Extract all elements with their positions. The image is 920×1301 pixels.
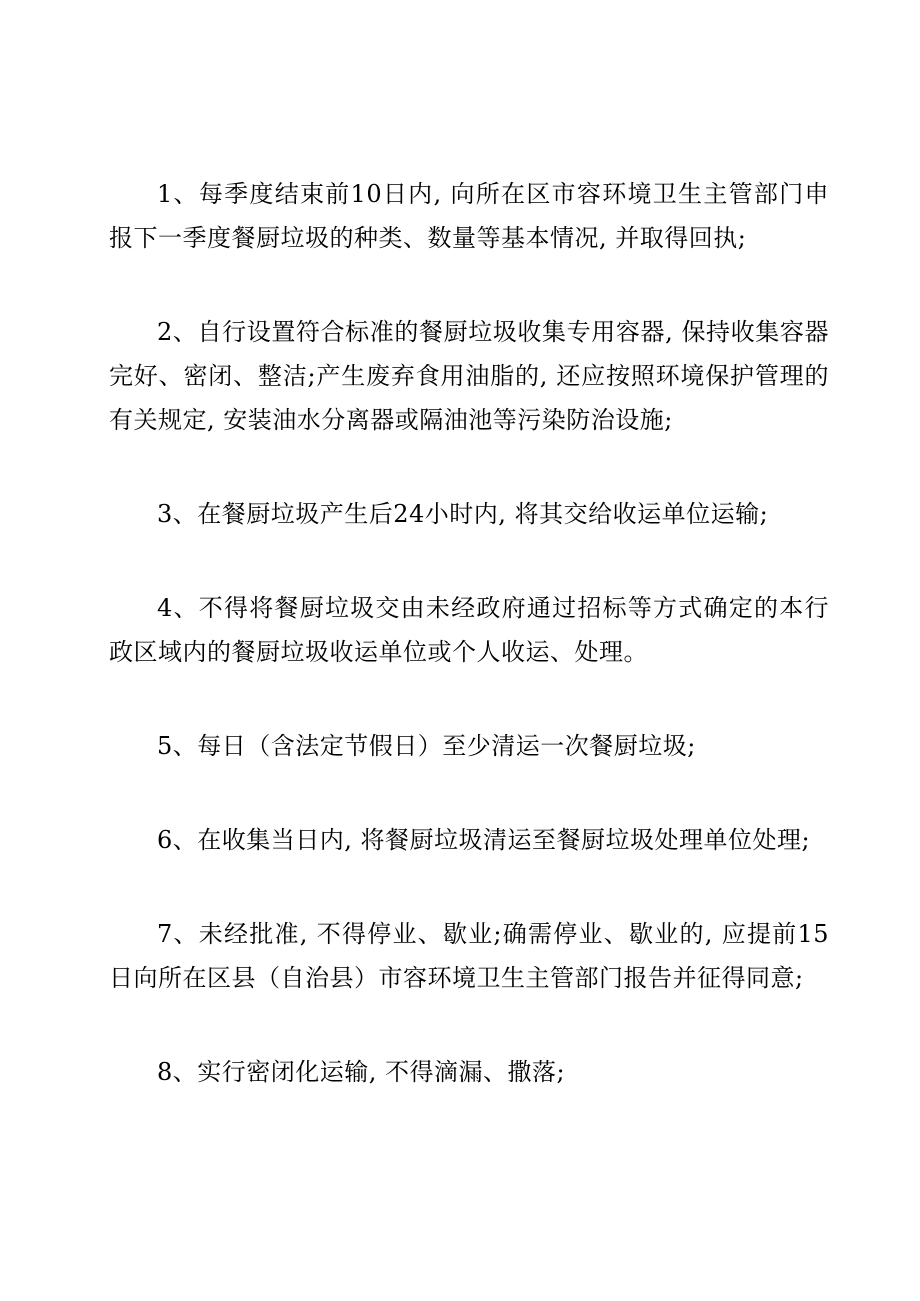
document-body — [109, 172, 829, 1094]
paragraph-5: 5、每日（含法定节假日）至少清运一次餐厨垃圾; — [157, 732, 696, 760]
paragraph-4: 4、不得将餐厨垃圾交由未经政府通过招标等方式确定的本行政区域内的餐厨垃圾收运单位或个人收运、处理。 — [109, 594, 829, 666]
paragraph-2: 2、自行设置符合标准的餐厨垃圾收集专用容器, 保持收集容器完好、密闭、整洁;产生废弃食用油脂的, 还应按照环境保护管理的有关规定, 安装油水分离器或隔油池等污染防治设施; — [109, 318, 829, 434]
paragraph-1: 1、每季度结束前10日内, 向所在区市容环境卫生主管部门申报下一季度餐厨垃圾的种类、数量等基本情况, 并取得回执; — [109, 180, 829, 252]
paragraph-6: 6、在收集当日内, 将餐厨垃圾清运至餐厨垃圾处理单位处理; — [157, 826, 811, 854]
paragraph-7: 7、未经批准, 不得停业、歇业;确需停业、歇业的, 应提前15日向所在区县（自治县）市容环境卫生主管部门报告并征得同意; — [109, 920, 829, 992]
paragraph-3: 3、在餐厨垃圾产生后24小时内, 将其交给收运单位运输; — [157, 500, 769, 528]
paragraph-8: 8、实行密闭化运输, 不得滴漏、撒落; — [157, 1058, 566, 1086]
